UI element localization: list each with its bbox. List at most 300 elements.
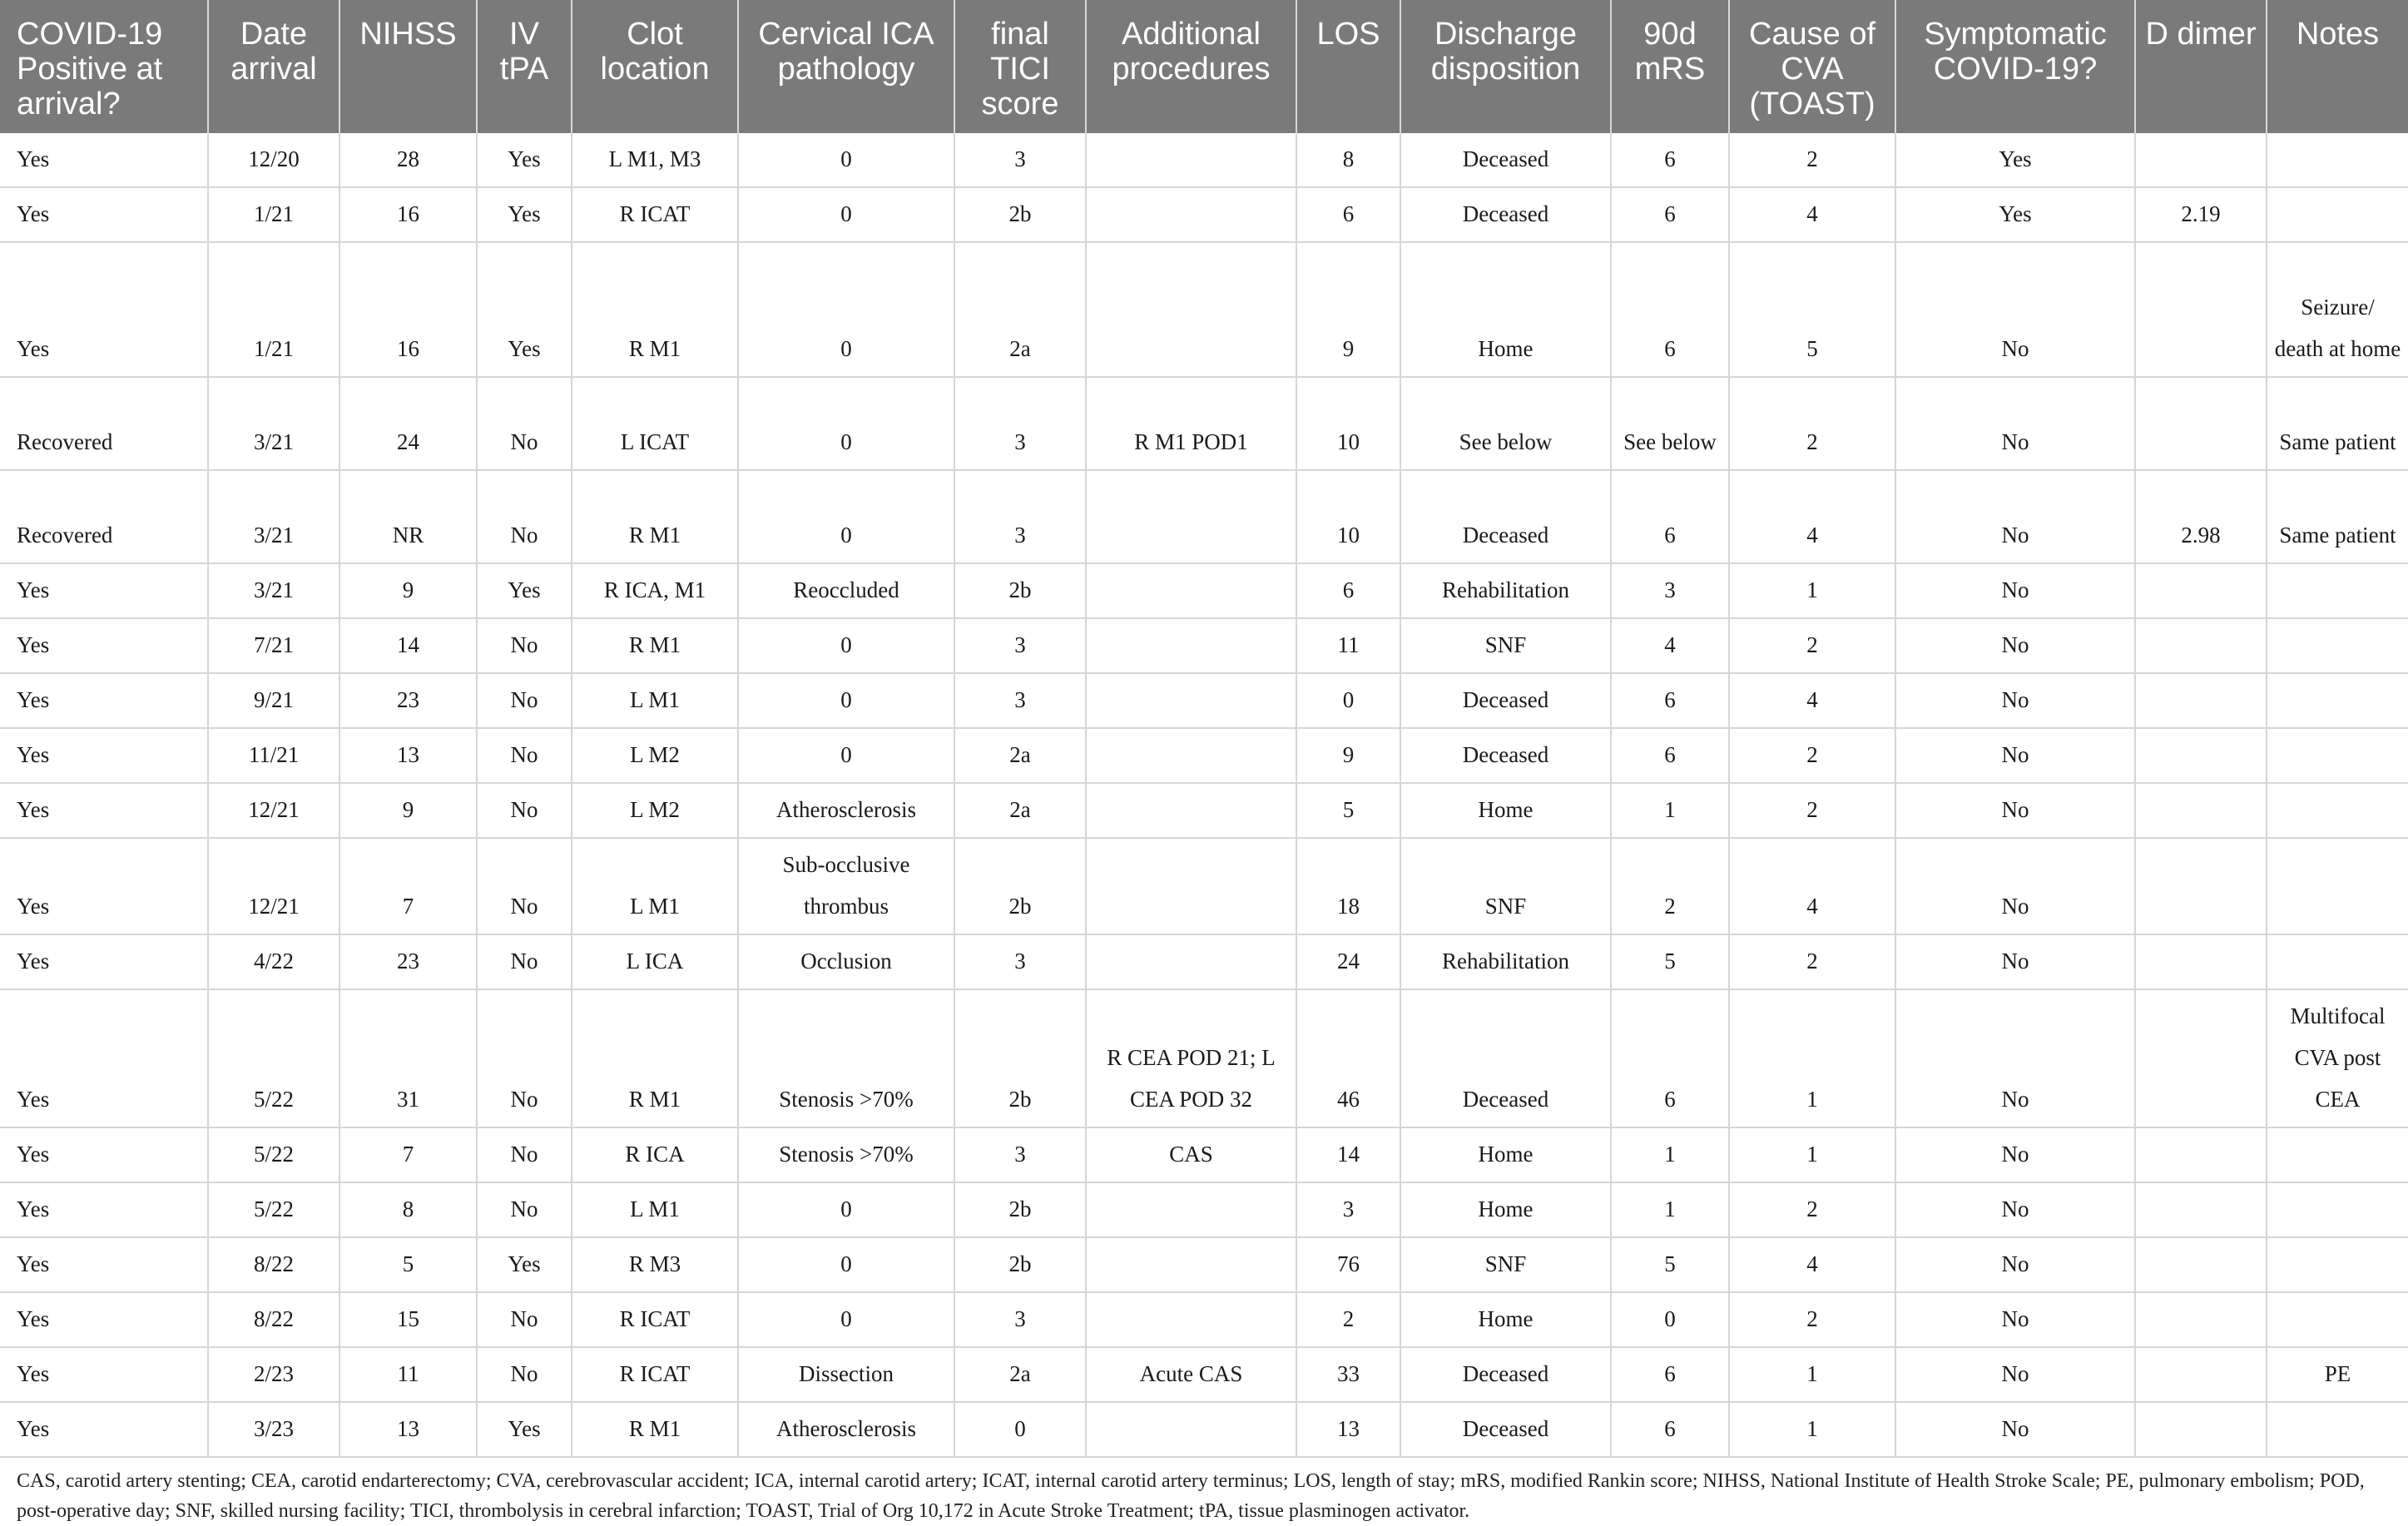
table-row	[0, 133, 2408, 187]
cell-date-arrival: 8/22	[208, 1292, 339, 1347]
header-cervical-ica-pathology: Cervical ICA pathology	[738, 0, 954, 133]
cell-notes	[2267, 187, 2408, 242]
cell-iv-tpa: Yes	[477, 1237, 572, 1292]
cell-los: 33	[1296, 1347, 1400, 1402]
cell-date-arrival: 3/21	[208, 563, 339, 618]
cell-nihss: NR	[339, 470, 477, 563]
cell-notes	[2267, 563, 2408, 618]
cell-discharge-disposition: Home	[1400, 242, 1611, 377]
cell-date-arrival: 9/21	[208, 673, 339, 728]
cell-clot-location: L ICA	[572, 934, 738, 989]
table-row	[0, 618, 2408, 673]
cell-final-tici-score: 2a	[954, 1347, 1086, 1402]
cell-cause-of-cva: 2	[1729, 783, 1895, 838]
table-row	[0, 989, 2408, 1127]
cell-clot-location: L ICAT	[572, 377, 738, 470]
cell-iv-tpa: No	[477, 934, 572, 989]
cell-final-tici-score: 3	[954, 618, 1086, 673]
cell-clot-location: R M1	[572, 989, 738, 1127]
cell-covid-positive: Yes	[0, 133, 208, 187]
cell-90d-mrs: 5	[1611, 1237, 1729, 1292]
cell-discharge-disposition: Deceased	[1400, 187, 1611, 242]
cell-d-dimer	[2135, 783, 2267, 838]
header-90d-mrs: 90d mRS	[1611, 0, 1729, 133]
cell-final-tici-score: 2a	[954, 242, 1086, 377]
table-row	[0, 470, 2408, 563]
cell-notes	[2267, 838, 2408, 934]
cell-d-dimer: 2.19	[2135, 187, 2267, 242]
cell-additional-procedures	[1086, 187, 1296, 242]
cell-cervical-ica-pathology: Sub-occlusive thrombus	[738, 838, 954, 934]
cell-iv-tpa: No	[477, 1347, 572, 1402]
cell-symptomatic-covid: No	[1895, 934, 2135, 989]
header-row	[0, 0, 2408, 133]
cell-cause-of-cva: 2	[1729, 618, 1895, 673]
cell-cervical-ica-pathology: Atherosclerosis	[738, 783, 954, 838]
cell-nihss: 16	[339, 242, 477, 377]
table-row	[0, 1292, 2408, 1347]
cell-d-dimer	[2135, 989, 2267, 1127]
cell-cervical-ica-pathology: Dissection	[738, 1347, 954, 1402]
cell-covid-positive: Yes	[0, 1182, 208, 1237]
header-discharge-disposition: Discharge disposition	[1400, 0, 1611, 133]
header-clot-location: Clot location	[572, 0, 738, 133]
table-row	[0, 673, 2408, 728]
cell-los: 10	[1296, 470, 1400, 563]
cell-nihss: 9	[339, 563, 477, 618]
cell-additional-procedures	[1086, 563, 1296, 618]
cell-nihss: 23	[339, 934, 477, 989]
cell-nihss: 28	[339, 133, 477, 187]
cell-symptomatic-covid: No	[1895, 783, 2135, 838]
cell-d-dimer	[2135, 242, 2267, 377]
cell-d-dimer	[2135, 563, 2267, 618]
cell-cause-of-cva: 4	[1729, 838, 1895, 934]
cell-discharge-disposition: Home	[1400, 1292, 1611, 1347]
cell-discharge-disposition: Home	[1400, 1127, 1611, 1182]
cell-discharge-disposition: See below	[1400, 377, 1611, 470]
header-additional-procedures: Additional procedures	[1086, 0, 1296, 133]
cell-d-dimer: 2.98	[2135, 470, 2267, 563]
cell-cause-of-cva: 1	[1729, 1402, 1895, 1457]
cell-notes: Multifocal CVA post CEA	[2267, 989, 2408, 1127]
cell-cause-of-cva: 2	[1729, 728, 1895, 783]
cell-notes	[2267, 133, 2408, 187]
cell-cause-of-cva: 4	[1729, 1237, 1895, 1292]
cell-los: 76	[1296, 1237, 1400, 1292]
cell-final-tici-score: 3	[954, 934, 1086, 989]
cell-symptomatic-covid: No	[1895, 728, 2135, 783]
cell-additional-procedures: R M1 POD1	[1086, 377, 1296, 470]
table-row	[0, 728, 2408, 783]
cell-clot-location: R ICAT	[572, 187, 738, 242]
cell-discharge-disposition: Deceased	[1400, 1402, 1611, 1457]
cell-nihss: 7	[339, 1127, 477, 1182]
cell-cervical-ica-pathology: 0	[738, 470, 954, 563]
cell-clot-location: L M1	[572, 673, 738, 728]
cell-cervical-ica-pathology: Stenosis >70%	[738, 1127, 954, 1182]
cell-90d-mrs: See below	[1611, 377, 1729, 470]
cell-90d-mrs: 1	[1611, 783, 1729, 838]
cell-date-arrival: 8/22	[208, 1237, 339, 1292]
cell-final-tici-score: 2b	[954, 838, 1086, 934]
cell-discharge-disposition: Deceased	[1400, 1347, 1611, 1402]
cell-los: 9	[1296, 728, 1400, 783]
cell-los: 2	[1296, 1292, 1400, 1347]
cell-date-arrival: 3/21	[208, 470, 339, 563]
cell-date-arrival: 5/22	[208, 1127, 339, 1182]
cell-90d-mrs: 3	[1611, 563, 1729, 618]
cell-additional-procedures: CAS	[1086, 1127, 1296, 1182]
cell-date-arrival: 5/22	[208, 1182, 339, 1237]
cell-iv-tpa: No	[477, 673, 572, 728]
cell-cervical-ica-pathology: Reoccluded	[738, 563, 954, 618]
cell-covid-positive: Yes	[0, 1127, 208, 1182]
cell-additional-procedures	[1086, 618, 1296, 673]
cell-iv-tpa: Yes	[477, 563, 572, 618]
header-date-arrival: Date arrival	[208, 0, 339, 133]
cell-d-dimer	[2135, 1182, 2267, 1237]
cell-cervical-ica-pathology: Stenosis >70%	[738, 989, 954, 1127]
cell-d-dimer	[2135, 1292, 2267, 1347]
cell-90d-mrs: 6	[1611, 470, 1729, 563]
cell-iv-tpa: No	[477, 1182, 572, 1237]
cell-cause-of-cva: 2	[1729, 133, 1895, 187]
cell-90d-mrs: 1	[1611, 1182, 1729, 1237]
cell-cervical-ica-pathology: 0	[738, 673, 954, 728]
cell-additional-procedures	[1086, 1182, 1296, 1237]
cell-discharge-disposition: Deceased	[1400, 728, 1611, 783]
cell-additional-procedures	[1086, 673, 1296, 728]
cell-cause-of-cva: 2	[1729, 377, 1895, 470]
cell-date-arrival: 12/21	[208, 783, 339, 838]
header-los: LOS	[1296, 0, 1400, 133]
cell-symptomatic-covid: Yes	[1895, 187, 2135, 242]
cell-clot-location: L M1	[572, 838, 738, 934]
cell-nihss: 9	[339, 783, 477, 838]
cell-notes	[2267, 1127, 2408, 1182]
table-body	[0, 133, 2408, 1457]
cell-date-arrival: 3/21	[208, 377, 339, 470]
cell-los: 18	[1296, 838, 1400, 934]
cell-iv-tpa: Yes	[477, 1402, 572, 1457]
cell-additional-procedures	[1086, 783, 1296, 838]
cell-discharge-disposition: SNF	[1400, 618, 1611, 673]
cell-discharge-disposition: Deceased	[1400, 989, 1611, 1127]
table-row	[0, 1347, 2408, 1402]
cell-date-arrival: 3/23	[208, 1402, 339, 1457]
cell-additional-procedures	[1086, 470, 1296, 563]
cell-90d-mrs: 6	[1611, 242, 1729, 377]
cell-90d-mrs: 6	[1611, 1402, 1729, 1457]
cell-nihss: 8	[339, 1182, 477, 1237]
cell-cervical-ica-pathology: 0	[738, 1182, 954, 1237]
cell-cause-of-cva: 4	[1729, 470, 1895, 563]
cell-discharge-disposition: Rehabilitation	[1400, 934, 1611, 989]
cell-discharge-disposition: Deceased	[1400, 470, 1611, 563]
table-row	[0, 377, 2408, 470]
cell-90d-mrs: 6	[1611, 187, 1729, 242]
table-row	[0, 1402, 2408, 1457]
cell-discharge-disposition: Home	[1400, 1182, 1611, 1237]
cell-d-dimer	[2135, 1402, 2267, 1457]
cell-iv-tpa: Yes	[477, 242, 572, 377]
cell-d-dimer	[2135, 618, 2267, 673]
cell-covid-positive: Recovered	[0, 470, 208, 563]
cell-symptomatic-covid: No	[1895, 838, 2135, 934]
cell-cause-of-cva: 2	[1729, 1182, 1895, 1237]
cell-iv-tpa: No	[477, 618, 572, 673]
cell-clot-location: L M1, M3	[572, 133, 738, 187]
cell-additional-procedures	[1086, 242, 1296, 377]
cell-additional-procedures	[1086, 934, 1296, 989]
cell-final-tici-score: 3	[954, 1292, 1086, 1347]
cell-iv-tpa: No	[477, 728, 572, 783]
cell-covid-positive: Yes	[0, 563, 208, 618]
cell-symptomatic-covid: No	[1895, 470, 2135, 563]
cell-notes: Same patient	[2267, 470, 2408, 563]
header-iv-tpa: IV tPA	[477, 0, 572, 133]
cell-d-dimer	[2135, 377, 2267, 470]
cell-nihss: 7	[339, 838, 477, 934]
cell-symptomatic-covid: No	[1895, 1182, 2135, 1237]
cell-90d-mrs: 6	[1611, 728, 1729, 783]
cell-cervical-ica-pathology: Occlusion	[738, 934, 954, 989]
cell-additional-procedures: R CEA POD 21; L CEA POD 32	[1086, 989, 1296, 1127]
cell-los: 8	[1296, 133, 1400, 187]
cell-d-dimer	[2135, 133, 2267, 187]
cell-cause-of-cva: 1	[1729, 989, 1895, 1127]
cell-date-arrival: 12/21	[208, 838, 339, 934]
cell-covid-positive: Recovered	[0, 377, 208, 470]
cell-nihss: 23	[339, 673, 477, 728]
cell-symptomatic-covid: Yes	[1895, 133, 2135, 187]
cell-notes	[2267, 1402, 2408, 1457]
cell-nihss: 5	[339, 1237, 477, 1292]
table-row	[0, 1237, 2408, 1292]
cell-final-tici-score: 2a	[954, 783, 1086, 838]
cell-los: 0	[1296, 673, 1400, 728]
cell-symptomatic-covid: No	[1895, 1292, 2135, 1347]
cell-covid-positive: Yes	[0, 187, 208, 242]
cell-cause-of-cva: 2	[1729, 1292, 1895, 1347]
cell-cause-of-cva: 2	[1729, 934, 1895, 989]
table-footnote: CAS, carotid artery stenting; CEA, carotid endarterectomy; CVA, cerebrovascular accident; ICA, internal carotid artery; ICAT, internal carotid artery terminus; LOS, length of stay; mRS, modified Rankin score; NIHSS, National Institute of Health Stroke Scale; PE, pulmonary embolism; POD, post-operative day; SNF, skilled nursing facility; TICI, thrombolysis in cerebral infarction; TOAST, Trial of Org 10,172 in Acute Stroke Treatment; tPA, tissue plasminogen activator.	[17, 1470, 2365, 1522]
cell-90d-mrs: 1	[1611, 1127, 1729, 1182]
cell-clot-location: L M1	[572, 1182, 738, 1237]
cell-los: 13	[1296, 1402, 1400, 1457]
cell-90d-mrs: 6	[1611, 673, 1729, 728]
cell-cervical-ica-pathology: 0	[738, 618, 954, 673]
cell-additional-procedures	[1086, 133, 1296, 187]
cell-los: 5	[1296, 783, 1400, 838]
cell-clot-location: R ICAT	[572, 1347, 738, 1402]
cell-nihss: 13	[339, 1402, 477, 1457]
cell-iv-tpa: No	[477, 1292, 572, 1347]
cell-notes	[2267, 783, 2408, 838]
cell-covid-positive: Yes	[0, 1292, 208, 1347]
cell-notes	[2267, 618, 2408, 673]
cell-90d-mrs: 5	[1611, 934, 1729, 989]
cell-covid-positive: Yes	[0, 673, 208, 728]
cell-los: 6	[1296, 187, 1400, 242]
cell-covid-positive: Yes	[0, 989, 208, 1127]
cell-los: 6	[1296, 563, 1400, 618]
cell-final-tici-score: 0	[954, 1402, 1086, 1457]
cell-discharge-disposition: Rehabilitation	[1400, 563, 1611, 618]
cell-additional-procedures	[1086, 1402, 1296, 1457]
cell-iv-tpa: No	[477, 470, 572, 563]
cell-covid-positive: Yes	[0, 728, 208, 783]
cell-cervical-ica-pathology: 0	[738, 377, 954, 470]
cell-clot-location: L M2	[572, 783, 738, 838]
cell-notes	[2267, 728, 2408, 783]
cell-covid-positive: Yes	[0, 934, 208, 989]
cell-nihss: 11	[339, 1347, 477, 1402]
cell-date-arrival: 11/21	[208, 728, 339, 783]
table-row	[0, 242, 2408, 377]
cell-final-tici-score: 2a	[954, 728, 1086, 783]
cell-symptomatic-covid: No	[1895, 1127, 2135, 1182]
header-nihss: NIHSS	[339, 0, 477, 133]
cell-final-tici-score: 3	[954, 470, 1086, 563]
cell-symptomatic-covid: No	[1895, 563, 2135, 618]
cell-covid-positive: Yes	[0, 618, 208, 673]
cell-symptomatic-covid: No	[1895, 377, 2135, 470]
table-row	[0, 1127, 2408, 1182]
cell-cervical-ica-pathology: Atherosclerosis	[738, 1402, 954, 1457]
cell-notes	[2267, 1292, 2408, 1347]
cell-los: 3	[1296, 1182, 1400, 1237]
cell-notes: Seizure/ death at home	[2267, 242, 2408, 377]
cell-90d-mrs: 4	[1611, 618, 1729, 673]
cell-covid-positive: Yes	[0, 783, 208, 838]
cell-nihss: 13	[339, 728, 477, 783]
table-row	[0, 838, 2408, 934]
cell-d-dimer	[2135, 673, 2267, 728]
cell-clot-location: R M1	[572, 1402, 738, 1457]
cell-cervical-ica-pathology: 0	[738, 1292, 954, 1347]
cell-notes	[2267, 673, 2408, 728]
cell-discharge-disposition: SNF	[1400, 1237, 1611, 1292]
cell-cause-of-cva: 4	[1729, 187, 1895, 242]
header-final-tici-score: final TICI score	[954, 0, 1086, 133]
cell-notes	[2267, 1237, 2408, 1292]
cell-symptomatic-covid: No	[1895, 1237, 2135, 1292]
cell-clot-location: R M1	[572, 242, 738, 377]
cell-symptomatic-covid: No	[1895, 989, 2135, 1127]
cell-date-arrival: 5/22	[208, 989, 339, 1127]
table-row	[0, 934, 2408, 989]
cell-symptomatic-covid: No	[1895, 1347, 2135, 1402]
cell-cause-of-cva: 1	[1729, 1347, 1895, 1402]
cell-date-arrival: 1/21	[208, 242, 339, 377]
table-row	[0, 187, 2408, 242]
cell-iv-tpa: No	[477, 838, 572, 934]
cell-additional-procedures	[1086, 1292, 1296, 1347]
cell-d-dimer	[2135, 934, 2267, 989]
cell-clot-location: L M2	[572, 728, 738, 783]
cell-cervical-ica-pathology: 0	[738, 187, 954, 242]
cell-iv-tpa: No	[477, 1127, 572, 1182]
cell-symptomatic-covid: No	[1895, 673, 2135, 728]
cell-los: 14	[1296, 1127, 1400, 1182]
cell-iv-tpa: No	[477, 989, 572, 1127]
cell-90d-mrs: 2	[1611, 838, 1729, 934]
cell-date-arrival: 1/21	[208, 187, 339, 242]
cell-d-dimer	[2135, 1127, 2267, 1182]
cell-final-tici-score: 2b	[954, 989, 1086, 1127]
cell-nihss: 24	[339, 377, 477, 470]
cell-symptomatic-covid: No	[1895, 618, 2135, 673]
cell-nihss: 16	[339, 187, 477, 242]
cell-date-arrival: 4/22	[208, 934, 339, 989]
cell-symptomatic-covid: No	[1895, 1402, 2135, 1457]
cell-clot-location: R M1	[572, 618, 738, 673]
cell-clot-location: R ICAT	[572, 1292, 738, 1347]
cell-d-dimer	[2135, 838, 2267, 934]
cell-symptomatic-covid: No	[1895, 242, 2135, 377]
cell-final-tici-score: 3	[954, 1127, 1086, 1182]
cell-los: 46	[1296, 989, 1400, 1127]
header-notes: Notes	[2267, 0, 2408, 133]
header-d-dimer: D dimer	[2135, 0, 2267, 133]
table-row	[0, 783, 2408, 838]
cell-final-tici-score: 2b	[954, 1182, 1086, 1237]
cell-notes	[2267, 934, 2408, 989]
cell-additional-procedures	[1086, 1237, 1296, 1292]
cell-final-tici-score: 2b	[954, 1237, 1086, 1292]
table-header	[0, 0, 2408, 133]
cell-covid-positive: Yes	[0, 838, 208, 934]
cell-final-tici-score: 3	[954, 377, 1086, 470]
cell-final-tici-score: 3	[954, 133, 1086, 187]
cell-covid-positive: Yes	[0, 1347, 208, 1402]
cell-cervical-ica-pathology: 0	[738, 728, 954, 783]
cell-los: 24	[1296, 934, 1400, 989]
cell-additional-procedures: Acute CAS	[1086, 1347, 1296, 1402]
cell-covid-positive: Yes	[0, 1402, 208, 1457]
cell-discharge-disposition: Deceased	[1400, 673, 1611, 728]
cell-iv-tpa: Yes	[477, 133, 572, 187]
cell-additional-procedures	[1086, 728, 1296, 783]
cell-notes: Same patient	[2267, 377, 2408, 470]
cell-clot-location: R M1	[572, 470, 738, 563]
cell-discharge-disposition: Home	[1400, 783, 1611, 838]
cell-cause-of-cva: 1	[1729, 563, 1895, 618]
cell-los: 11	[1296, 618, 1400, 673]
cell-cervical-ica-pathology: 0	[738, 242, 954, 377]
cell-additional-procedures	[1086, 838, 1296, 934]
header-symptomatic-covid: Symptomatic COVID-19?	[1895, 0, 2135, 133]
cell-notes: PE	[2267, 1347, 2408, 1402]
cell-los: 9	[1296, 242, 1400, 377]
cell-nihss: 14	[339, 618, 477, 673]
cell-iv-tpa: No	[477, 783, 572, 838]
cell-discharge-disposition: Deceased	[1400, 133, 1611, 187]
cell-iv-tpa: No	[477, 377, 572, 470]
cell-date-arrival: 7/21	[208, 618, 339, 673]
cell-date-arrival: 12/20	[208, 133, 339, 187]
table-row	[0, 563, 2408, 618]
cell-final-tici-score: 2b	[954, 187, 1086, 242]
cell-clot-location: R M3	[572, 1237, 738, 1292]
cell-cause-of-cva: 1	[1729, 1127, 1895, 1182]
cell-iv-tpa: Yes	[477, 187, 572, 242]
cell-d-dimer	[2135, 1237, 2267, 1292]
cell-cervical-ica-pathology: 0	[738, 133, 954, 187]
cell-90d-mrs: 6	[1611, 989, 1729, 1127]
